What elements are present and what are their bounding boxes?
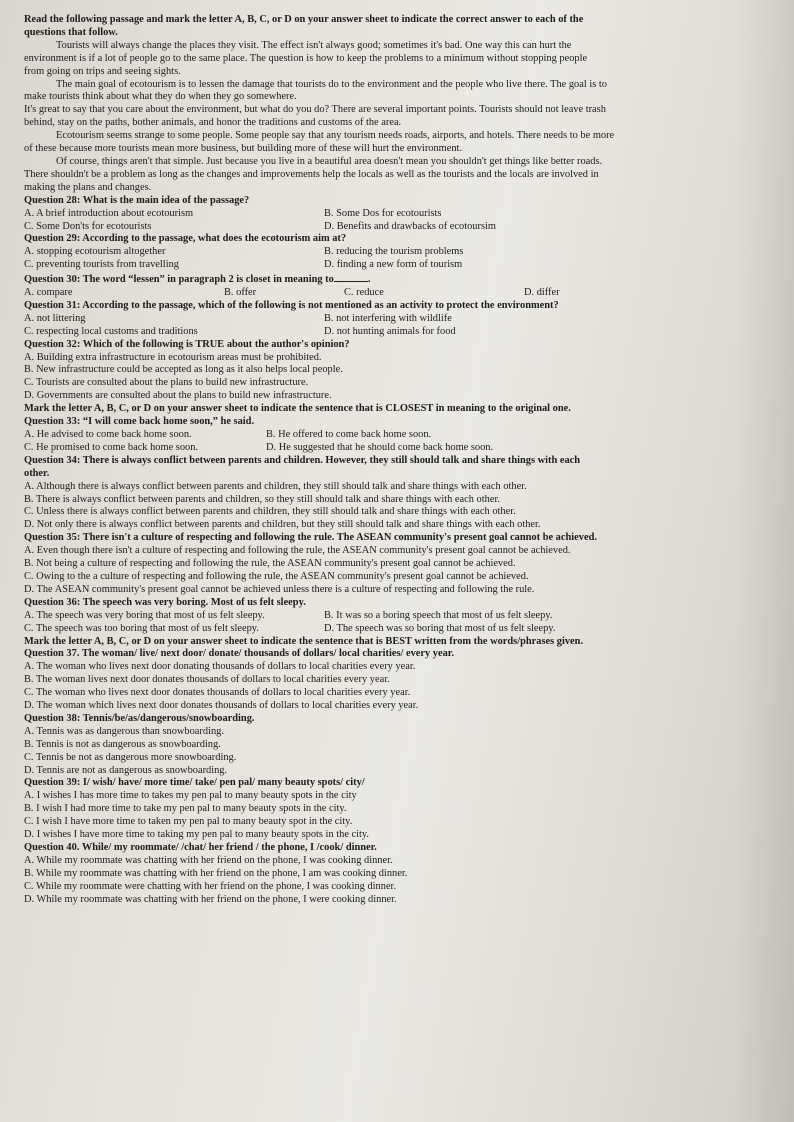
question-28-stem: Question 28: What is the main idea of the passage? <box>24 194 250 206</box>
option-29-c: C. preventing tourists from travelling <box>24 259 179 271</box>
option-36-b: B. It was so a boring speech that most of us felt sleepy. <box>324 609 553 621</box>
option-37-a: A. The woman who lives next door donating thousands of dollars to local charities every year. <box>24 661 416 673</box>
question-38-stem: Question 38: Tennis/be/as/dangerous/snowboarding. <box>24 712 255 724</box>
question-40-stem: Question 40. While/ my roommate/ /chat/ her friend / the phone, I /cook/ dinner. <box>24 842 377 853</box>
section1-instruction-tail: questions that follow. <box>24 26 118 38</box>
option-33-b: B. He offered to come back home soon. <box>266 429 432 440</box>
option-37-b: B. The woman lives next door donates thousands of dollars to local charities every year. <box>24 674 390 686</box>
option-31-a: A. not littering <box>24 312 86 324</box>
option-35-c: C. Owing to the a culture of respecting and following the rule, the ASEAN community's present goal cannot be achieved. <box>24 570 529 582</box>
option-30-a: A. compare <box>24 287 73 299</box>
option-37-c: C. The woman who lives next door donates thousands of dollars to local charities every year. <box>24 687 411 699</box>
option-38-c: C. Tennis be not as dangerous more snowboarding. <box>24 751 237 763</box>
passage-line: Of course, things aren't that simple. Just because you live in a beautiful area doesn't mean you shouldn't get things like better roads. <box>56 155 603 167</box>
option-31-c: C. respecting local customs and traditions <box>24 325 198 337</box>
section2-instruction: Mark the letter A, B, C, or D on your answer sheet to indicate the sentence that is CLOSEST in meaning to the original one. <box>24 403 571 415</box>
passage-line: environment is if a lot of people go to the same place. The question is how to keep the problems to a minimum without stopping people <box>24 52 588 64</box>
option-36-d: D. The speech was so boring that most of us felt sleepy. <box>324 622 556 634</box>
question-35-stem: Question 35: There isn't a culture of respecting and following the rule. The ASEAN community's present goal cannot be achieved. <box>24 532 597 544</box>
passage-line: It's great to say that you care about the environment, but what do you do? There are several important points. Tourists should not leave trash <box>24 104 606 116</box>
option-34-d: D. Not only there is always conflict between parents and children, but they still should talk and share things with each other. <box>24 519 541 531</box>
option-28-d: D. Benefits and drawbacks of ecotoursim <box>324 220 496 232</box>
option-29-d: D. finding a new form of tourism <box>324 259 463 271</box>
question-30-stem-text: Question 30: The word “lessen” in paragraph 2 is closet in meaning to <box>24 274 334 286</box>
option-38-b: B. Tennis is not as dangerous as snowboarding. <box>24 738 221 750</box>
option-40-c: C. While my roommate were chatting with her friend on the phone, I was cooking dinner. <box>24 880 397 892</box>
option-33-c: C. He promised to come back home soon. <box>24 441 199 453</box>
exam-sheet <box>24 14 776 907</box>
question-29-options-row2 <box>24 259 776 272</box>
option-36-a: A. The speech was very boring that most of us felt sleepy. <box>24 609 265 621</box>
passage-line: from going on trips and seeing sights. <box>24 65 181 77</box>
option-40-a: A. While my roommate was chatting with her friend on the phone, I was cooking dinner. <box>24 854 393 866</box>
passage-line: making the plans and changes. <box>24 181 152 193</box>
section1-instruction: Read the following passage and mark the letter A, B, C, or D on your answer sheet to indicate the correct answer to each of the <box>24 14 584 25</box>
question-30-stem <box>24 272 776 287</box>
option-39-c: C. I wish I have more time to taken my pen pal to many beauty spot in the city. <box>24 816 353 828</box>
question-34-stem: Question 34: There is always conflict between parents and children. However, they still should talk and share things with each <box>24 454 581 466</box>
option-39-a: A. I wishes I has more time to takes my pen pal to many beauty spots in the city <box>24 790 357 802</box>
question-33-stem: Question 33: “I will come back home soon,” he said. <box>24 416 255 428</box>
passage-line: behind, stay on the paths, bother animals, and honor the traditions and customs of the area. <box>24 117 402 129</box>
option-32-a: A. Building extra infrastructure in ecotourism areas must be prohibited. <box>24 351 322 363</box>
passage-line: make tourists think about what they do when they go somewhere. <box>24 91 297 103</box>
option-33-d: D. He suggested that he should come back home soon. <box>266 441 494 453</box>
option-29-a: A. stopping ecotourism altogether <box>24 246 166 258</box>
question-36-options-row1 <box>24 610 776 623</box>
passage-line: of these because more tourists mean more business, but building more of these will hurt the environment. <box>24 143 463 155</box>
option-33-a: A. He advised to come back home soon. <box>24 429 192 440</box>
question-33-options-row1 <box>24 429 776 442</box>
option-40-d: D. While my roommate was chatting with her friend on the phone, I were cooking dinner. <box>24 893 397 905</box>
option-38-a: A. Tennis was as dangerous than snowboarding. <box>24 725 224 737</box>
question-29-stem: Question 29: According to the passage, what does the ecotourism aim at? <box>24 233 347 245</box>
passage-line: Tourists will always change the places they visit. The effect isn't always good; sometimes it's bad. One way this can hurt the <box>56 39 572 51</box>
option-32-c: C. Tourists are consulted about the plans to build new infrastructure. <box>24 377 309 389</box>
option-34-a: A. Although there is always conflict between parents and children, they still should talk and share things with each other. <box>24 480 527 492</box>
option-37-d: D. The woman which lives next door donates thousands of dollars to local charities every year. <box>24 700 419 712</box>
passage <box>24 40 776 195</box>
question-28-options-row2 <box>24 221 776 234</box>
question-28-options-row1 <box>24 208 776 221</box>
answer-blank <box>334 272 368 282</box>
option-30-d: D. differ <box>524 287 560 299</box>
question-31-options-row1 <box>24 313 776 326</box>
option-32-b: B. New infrastructure could be accepted as long as it also helps local people. <box>24 364 343 376</box>
option-28-a: A. A brief introduction about ecotourism <box>24 207 194 219</box>
question-37-stem: Question 37. The woman/ live/ next door/ donate/ thousands of dollars/ local charities/ every year. <box>24 648 455 660</box>
question-36-stem: Question 36: The speech was very boring. Most of us felt sleepy. <box>24 596 306 608</box>
question-32-stem: Question 32: Which of the following is TRUE about the author's opinion? <box>24 338 350 350</box>
option-30-b: B. offer <box>224 287 257 299</box>
option-29-b: B. reducing the tourism problems <box>324 246 464 258</box>
question-39-stem: Question 39: I/ wish/ have/ more time/ take/ pen pal/ many beauty spots/ city/ <box>24 777 365 789</box>
option-30-c: C. reduce <box>344 287 384 299</box>
passage-line: The main goal of ecotourism is to lessen the damage that tourists do to the environment and the people who live there. The goal is to <box>56 78 607 90</box>
option-34-b: B. There is always conflict between parents and children, so they still should talk and share things with each other. <box>24 493 500 505</box>
option-35-d: D. The ASEAN community's present goal cannot be achieved unless there is a culture of respecting and following the rule. <box>24 583 535 595</box>
section3-instruction: Mark the letter A, B, C, or D on your answer sheet to indicate the sentence that is BEST written from the words/phrases given. <box>24 635 584 647</box>
option-31-d: D. not hunting animals for food <box>324 325 456 337</box>
option-32-d: D. Governments are consulted about the plans to build new infrastructure. <box>24 390 332 402</box>
question-34-stem-tail: other. <box>24 467 50 479</box>
option-34-c: C. Unless there is always conflict between parents and children, they still should talk and share things with each other. <box>24 506 516 518</box>
option-40-b: B. While my roommate was chatting with her friend on the phone, I am was cooking dinner. <box>24 867 408 879</box>
option-28-b: B. Some Dos for ecotourists <box>324 207 442 219</box>
question-31-stem: Question 31: According to the passage, which of the following is not mentioned as an activity to protect the environment? <box>24 299 559 311</box>
option-28-c: C. Some Don'ts for ecotourists <box>24 220 152 232</box>
passage-line: Ecotourism seems strange to some people. Some people say that any tourism needs roads, airports, and hotels. There needs to be more <box>56 130 615 142</box>
question-30-options <box>24 287 776 300</box>
question-36-options-row2 <box>24 623 776 636</box>
question-31-options-row2 <box>24 326 776 339</box>
option-39-d: D. I wishes I have more time to taking my pen pal to many beauty spots in the city. <box>24 829 370 841</box>
option-35-b: B. Not being a culture of respecting and following the rule, the ASEAN community's present goal cannot be achieved. <box>24 558 516 570</box>
option-39-b: B. I wish I had more time to take my pen pal to many beauty spots in the city. <box>24 803 347 815</box>
option-38-d: D. Tennis are not as dangerous as snowboarding. <box>24 764 228 776</box>
passage-line: There shouldn't be a problem as long as the changes and improvements help the locals as well as the tourists and the locals are involved in <box>24 168 599 180</box>
question-29-options-row1 <box>24 246 776 259</box>
question-30-stem-end: . <box>367 274 371 286</box>
question-33-options-row2 <box>24 442 776 455</box>
option-36-c: C. The speech was too boring that most of us felt sleepy. <box>24 622 259 634</box>
option-35-a: A. Even though there isn't a culture of respecting and following the rule, the ASEAN community's present goal cannot be achieved. <box>24 545 571 557</box>
option-31-b: B. not interfering with wildlife <box>324 312 452 324</box>
